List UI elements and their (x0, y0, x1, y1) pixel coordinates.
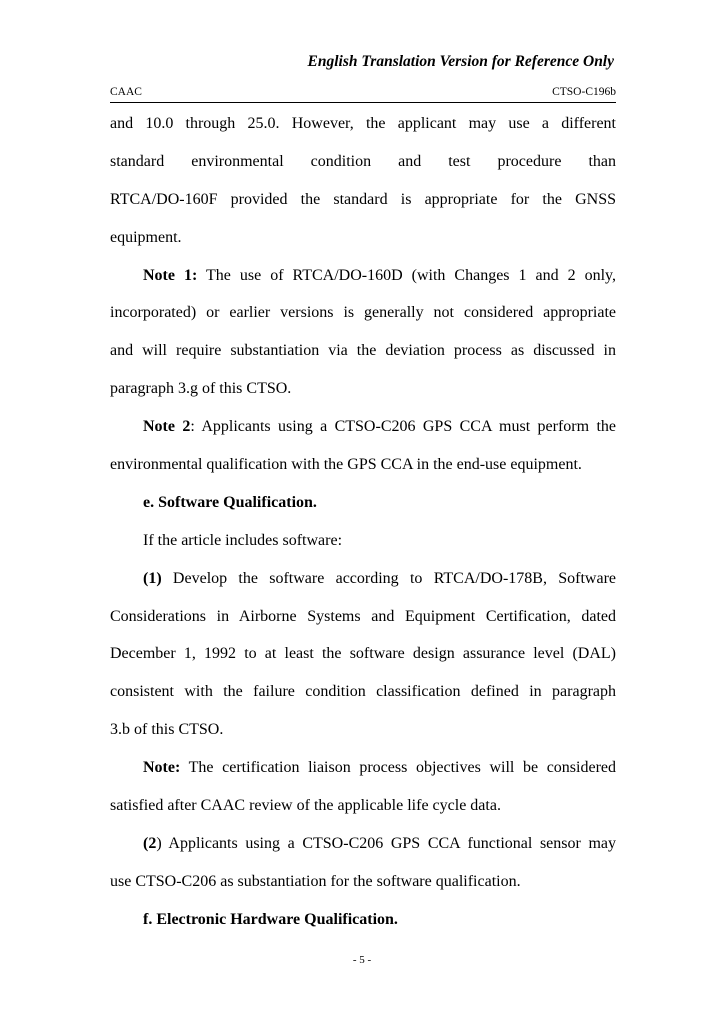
note-1-line (110, 263, 616, 301)
note-2-label: Note 2 (143, 418, 191, 436)
text-span: ) Applicants using a CTSO-C206 GPS CCA functional sensor may (156, 834, 616, 852)
text-span: The certification liaison process objectives will be considered (180, 759, 616, 777)
text-span: Develop the software according to RTCA/DO-178B, Software (161, 569, 616, 587)
text-line: Considerations in Airborne Systems and Equipment Certification, dated (110, 607, 616, 625)
text-line: use CTSO-C206 as substantiation for the software qualification. (110, 872, 521, 890)
text-line: satisfied after CAAC review of the applicable life cycle data. (110, 797, 501, 815)
text-line: consistent with the failure condition classification defined in paragraph (110, 683, 616, 701)
page-number: - 5 - (352, 954, 372, 966)
text-line: If the article includes software: (143, 531, 343, 549)
text-line: environmental qualification with the GPS CCA in the end-use equipment. (110, 456, 582, 474)
header-organization: CAAC (110, 86, 142, 98)
text-line: and 10.0 through 25.0. However, the applicant may use a different (110, 115, 616, 132)
item-2-label: (2 (143, 834, 157, 852)
document-banner: English Translation Version for Reference Only (307, 53, 614, 70)
header-document-id: CTSO-C196b (552, 86, 616, 98)
text-span: The use of RTCA/DO-160D (with Changes 1 and 2 only, (197, 266, 617, 284)
text-line: equipment. (110, 228, 182, 246)
item-1-line (110, 566, 616, 604)
text-line: standard environmental condition and test procedure than (110, 152, 616, 170)
item-1-label: (1) (143, 569, 162, 587)
text-line: RTCA/DO-160F provided the standard is appropriate for the GNSS (110, 190, 616, 208)
text-span: : Applicants using a CTSO-C206 GPS CCA must perform the (190, 418, 616, 436)
running-header (110, 86, 616, 103)
note-1-label: Note 1: (143, 266, 198, 284)
section-f-heading (110, 907, 616, 945)
text-line: and will require substantiation via the deviation process as discussed in (110, 342, 616, 360)
text-line: December 1, 1992 to at least the software design assurance level (DAL) (110, 645, 616, 663)
text-line: incorporated) or earlier versions is generally not considered appropriate (110, 304, 616, 322)
section-heading-text: e. Software Qualification. (143, 493, 317, 511)
item-2-line (110, 831, 616, 869)
text-line: 3.b of this CTSO. (110, 721, 224, 739)
page-body (110, 111, 616, 945)
note-label: Note: (143, 759, 181, 777)
note-2-line (110, 414, 616, 452)
section-heading-text: f. Electronic Hardware Qualification. (143, 910, 398, 928)
note-line (110, 755, 616, 793)
section-e-heading (110, 490, 616, 528)
text-line: paragraph 3.g of this CTSO. (110, 380, 292, 398)
